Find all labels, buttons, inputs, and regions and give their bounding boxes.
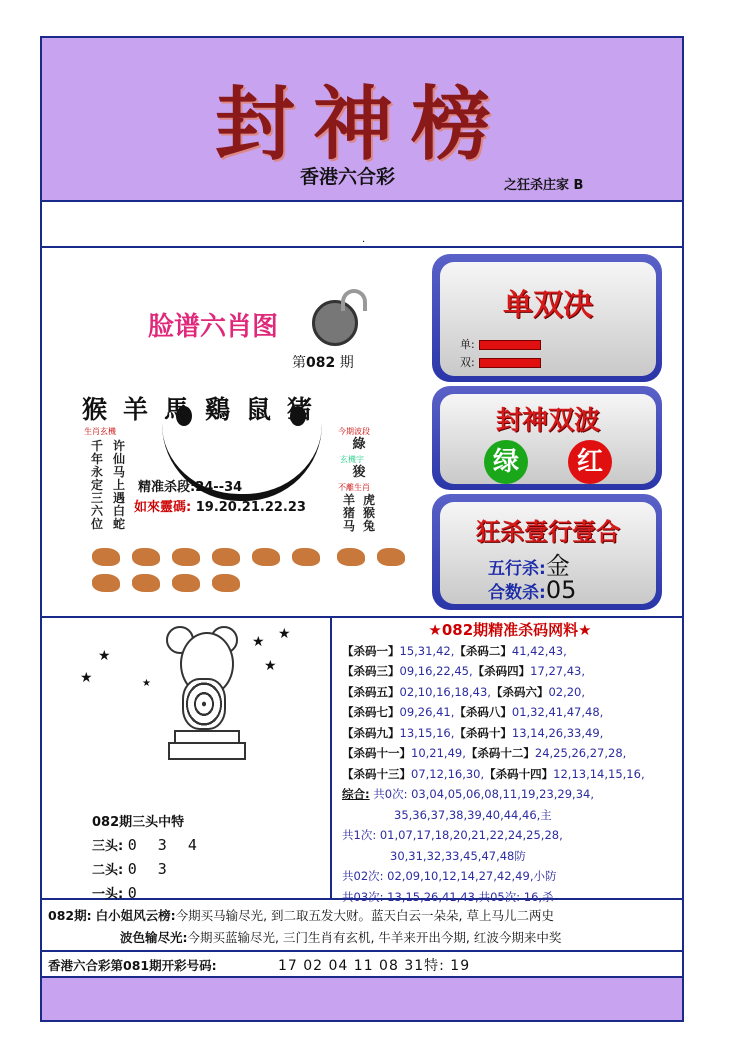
mouse-illustration <box>42 618 332 902</box>
odd-bar <box>479 340 541 350</box>
kill-code-key: 【杀码五】 <box>342 684 400 699</box>
summary-line: 共02次: 02,09,10,12,14,27,42,49,小防 <box>342 869 557 883</box>
footer-band <box>42 978 682 1020</box>
kill-code-key: 【杀码二】 <box>454 643 512 658</box>
animal-icon <box>337 548 365 566</box>
result-numbers: 17 02 04 11 08 31特: 19 <box>278 958 471 974</box>
animal-icon <box>377 548 405 566</box>
clock-icon <box>312 300 358 346</box>
summary-line: 30,31,32,33,45,47,48防 <box>390 848 526 863</box>
kill-code-key: 【杀码三】 <box>342 664 400 678</box>
zodiac-row: 猴羊馬鷄鼠猪 <box>82 395 329 424</box>
odd-even-title: 单双决 <box>503 288 593 323</box>
animal-icon <box>212 548 240 566</box>
even-row: 双: <box>460 354 541 370</box>
result-label: 香港六合彩第081期开彩号码: <box>48 958 217 973</box>
animal-icon <box>132 548 160 566</box>
right-col-2: 羊猪马 <box>342 493 355 533</box>
kill-code-key: 【杀码九】 <box>342 725 400 740</box>
kill-code-key: 【杀码十三】 <box>342 766 411 781</box>
kill-code-values: 10,21,49, <box>411 746 466 760</box>
right-tag-1: 今期波段 <box>338 427 370 436</box>
left-col-1: 许仙马上遇白蛇 <box>112 439 125 531</box>
kill-code-title: 082期精准杀码网料 <box>441 621 579 639</box>
right-col-1: 虎猴兔 <box>362 493 375 533</box>
kill-code-key: 【杀码十四】 <box>484 766 554 781</box>
animal-icon <box>252 548 280 566</box>
star-icon: ★ <box>278 626 291 642</box>
kill-code-values: 15,31,42, <box>399 643 455 658</box>
kill-code-key: 【杀码四】 <box>472 664 531 678</box>
summary-line: 35,36,37,38,39,40,44,46,主 <box>394 807 552 822</box>
star-icon: ★ <box>80 670 93 686</box>
left-tag: 生肖玄機 <box>84 427 116 436</box>
three-head-block: 082期三头中特 三头: 0 3 4 二头: 0 3 一头: 0 <box>92 812 203 906</box>
kill-code-values: 13,15,16, <box>399 725 455 740</box>
kill-code-values: 41,42,43, <box>511 643 567 658</box>
verse-line-2: 波色输尽光:今期买蓝输尽光, 三门生肖有玄机, 牛羊来开出今期, 红波今期来中奖 <box>120 930 562 945</box>
left-col-2: 千年永定三六位 <box>90 439 103 531</box>
wave-panel <box>432 386 662 490</box>
blank-row: . <box>42 200 682 248</box>
summary-line: 共1次: 01,07,17,18,20,21,22,24,25,28, <box>342 828 563 842</box>
period-label: 第082 期 <box>292 355 354 371</box>
kill-code-line <box>338 743 682 764</box>
kill-code-line <box>338 702 682 723</box>
face-section <box>42 248 682 618</box>
animal-icon <box>132 574 160 592</box>
lower-section <box>42 618 682 904</box>
header-band <box>42 38 682 202</box>
right-val-1: 綠 <box>352 437 366 452</box>
kill-code-values: 13,14,26,33,49, <box>511 725 604 740</box>
kill-code-values: 12,13,14,15,16, <box>553 766 645 781</box>
three-head-title: 082期三头中特 <box>92 815 185 830</box>
animal-icon <box>292 548 320 566</box>
kill-code-key: 【杀码八】 <box>454 705 512 719</box>
star-icon: ★ <box>252 634 265 650</box>
kill-code-key: 【杀码一】 <box>342 643 400 658</box>
star-icon: ★ <box>578 621 592 639</box>
kill-code-key: 【杀码十一】 <box>342 746 411 760</box>
subtitle: 香港六合彩 <box>300 166 396 188</box>
book-icon <box>168 742 246 760</box>
wave-title: 封神双波 <box>495 406 600 436</box>
element-kill-row: 五行杀:金 <box>488 552 570 580</box>
even-bar <box>479 358 541 368</box>
kill-segment: 精准杀段:24--34 <box>138 480 243 495</box>
verse-line-1: 082期: 白小姐风云榜:今期买马输尽光, 到二取五发大财。蓝天白云一朵朵, 草上马儿二两史 <box>48 908 554 923</box>
kill-code-values: 09,16,22,45, <box>399 664 473 678</box>
kill-code-values: 02,20, <box>548 684 586 699</box>
kill-code-values: 09,26,41, <box>399 705 455 719</box>
green-ball: 绿 <box>484 440 528 484</box>
red-ball: 红 <box>568 440 612 484</box>
kill-code-list <box>338 620 682 907</box>
ruma-code: 如來靈碼: 19.20.21.22.23 <box>134 500 306 515</box>
animal-icon <box>172 574 200 592</box>
zodiac-animals-illustration <box>86 546 416 606</box>
kill-code-key: 【杀码十二】 <box>465 746 535 760</box>
kill-code-values: 07,12,16,30, <box>411 766 485 781</box>
kill-code-key: 【杀码七】 <box>342 705 400 719</box>
summary-line: 综合: 共0次: 03,04,05,06,08,11,19,23,29,34, <box>342 787 595 801</box>
star-icon: ★ <box>428 621 442 639</box>
kill-code-values: 02,10,16,18,43, <box>399 684 491 699</box>
kill-code-values: 24,25,26,27,28, <box>534 746 627 760</box>
animal-icon <box>212 574 240 592</box>
verse-section <box>42 900 682 952</box>
star-icon: ★ <box>142 678 151 689</box>
kill-code-key: 【杀码六】 <box>490 684 549 699</box>
animal-icon <box>92 548 120 566</box>
right-val-2: 狻 <box>352 465 366 480</box>
mouse-body-icon <box>182 678 226 730</box>
animal-icon <box>172 548 200 566</box>
odd-row: 单: <box>460 336 541 352</box>
animal-icon <box>92 574 120 592</box>
odd-even-panel <box>432 254 662 382</box>
kill-code-line <box>338 661 682 682</box>
kill-code-values: 17,27,43, <box>530 664 586 678</box>
subtitle-tag: 之狂杀庄家 B <box>504 178 584 193</box>
face-title: 脸谱六肖图 <box>148 312 279 342</box>
kill-code-values: 01,32,41,47,48, <box>511 705 604 719</box>
element-panel <box>432 494 662 610</box>
poster-frame <box>40 36 684 1022</box>
kill-code-line <box>338 641 682 662</box>
kill-code-key: 【杀码十】 <box>454 725 512 740</box>
right-tag-3: 不離生肖 <box>338 483 370 492</box>
element-title: 狂杀壹行壹合 <box>476 518 620 546</box>
kill-code-line <box>338 764 682 785</box>
result-row <box>42 952 682 978</box>
kill-code-line <box>338 723 682 744</box>
star-icon: ★ <box>264 658 277 674</box>
right-tag-2: 玄機字 <box>340 455 364 464</box>
star-icon: ★ <box>98 648 111 664</box>
page-title: 封神榜 <box>215 77 509 171</box>
sum-kill-row: 合数杀:05 <box>488 576 577 604</box>
summary-line: 共03次: 13,15,26,41,43,共05次: 16,杀 <box>342 889 554 904</box>
kill-code-line <box>338 682 682 703</box>
